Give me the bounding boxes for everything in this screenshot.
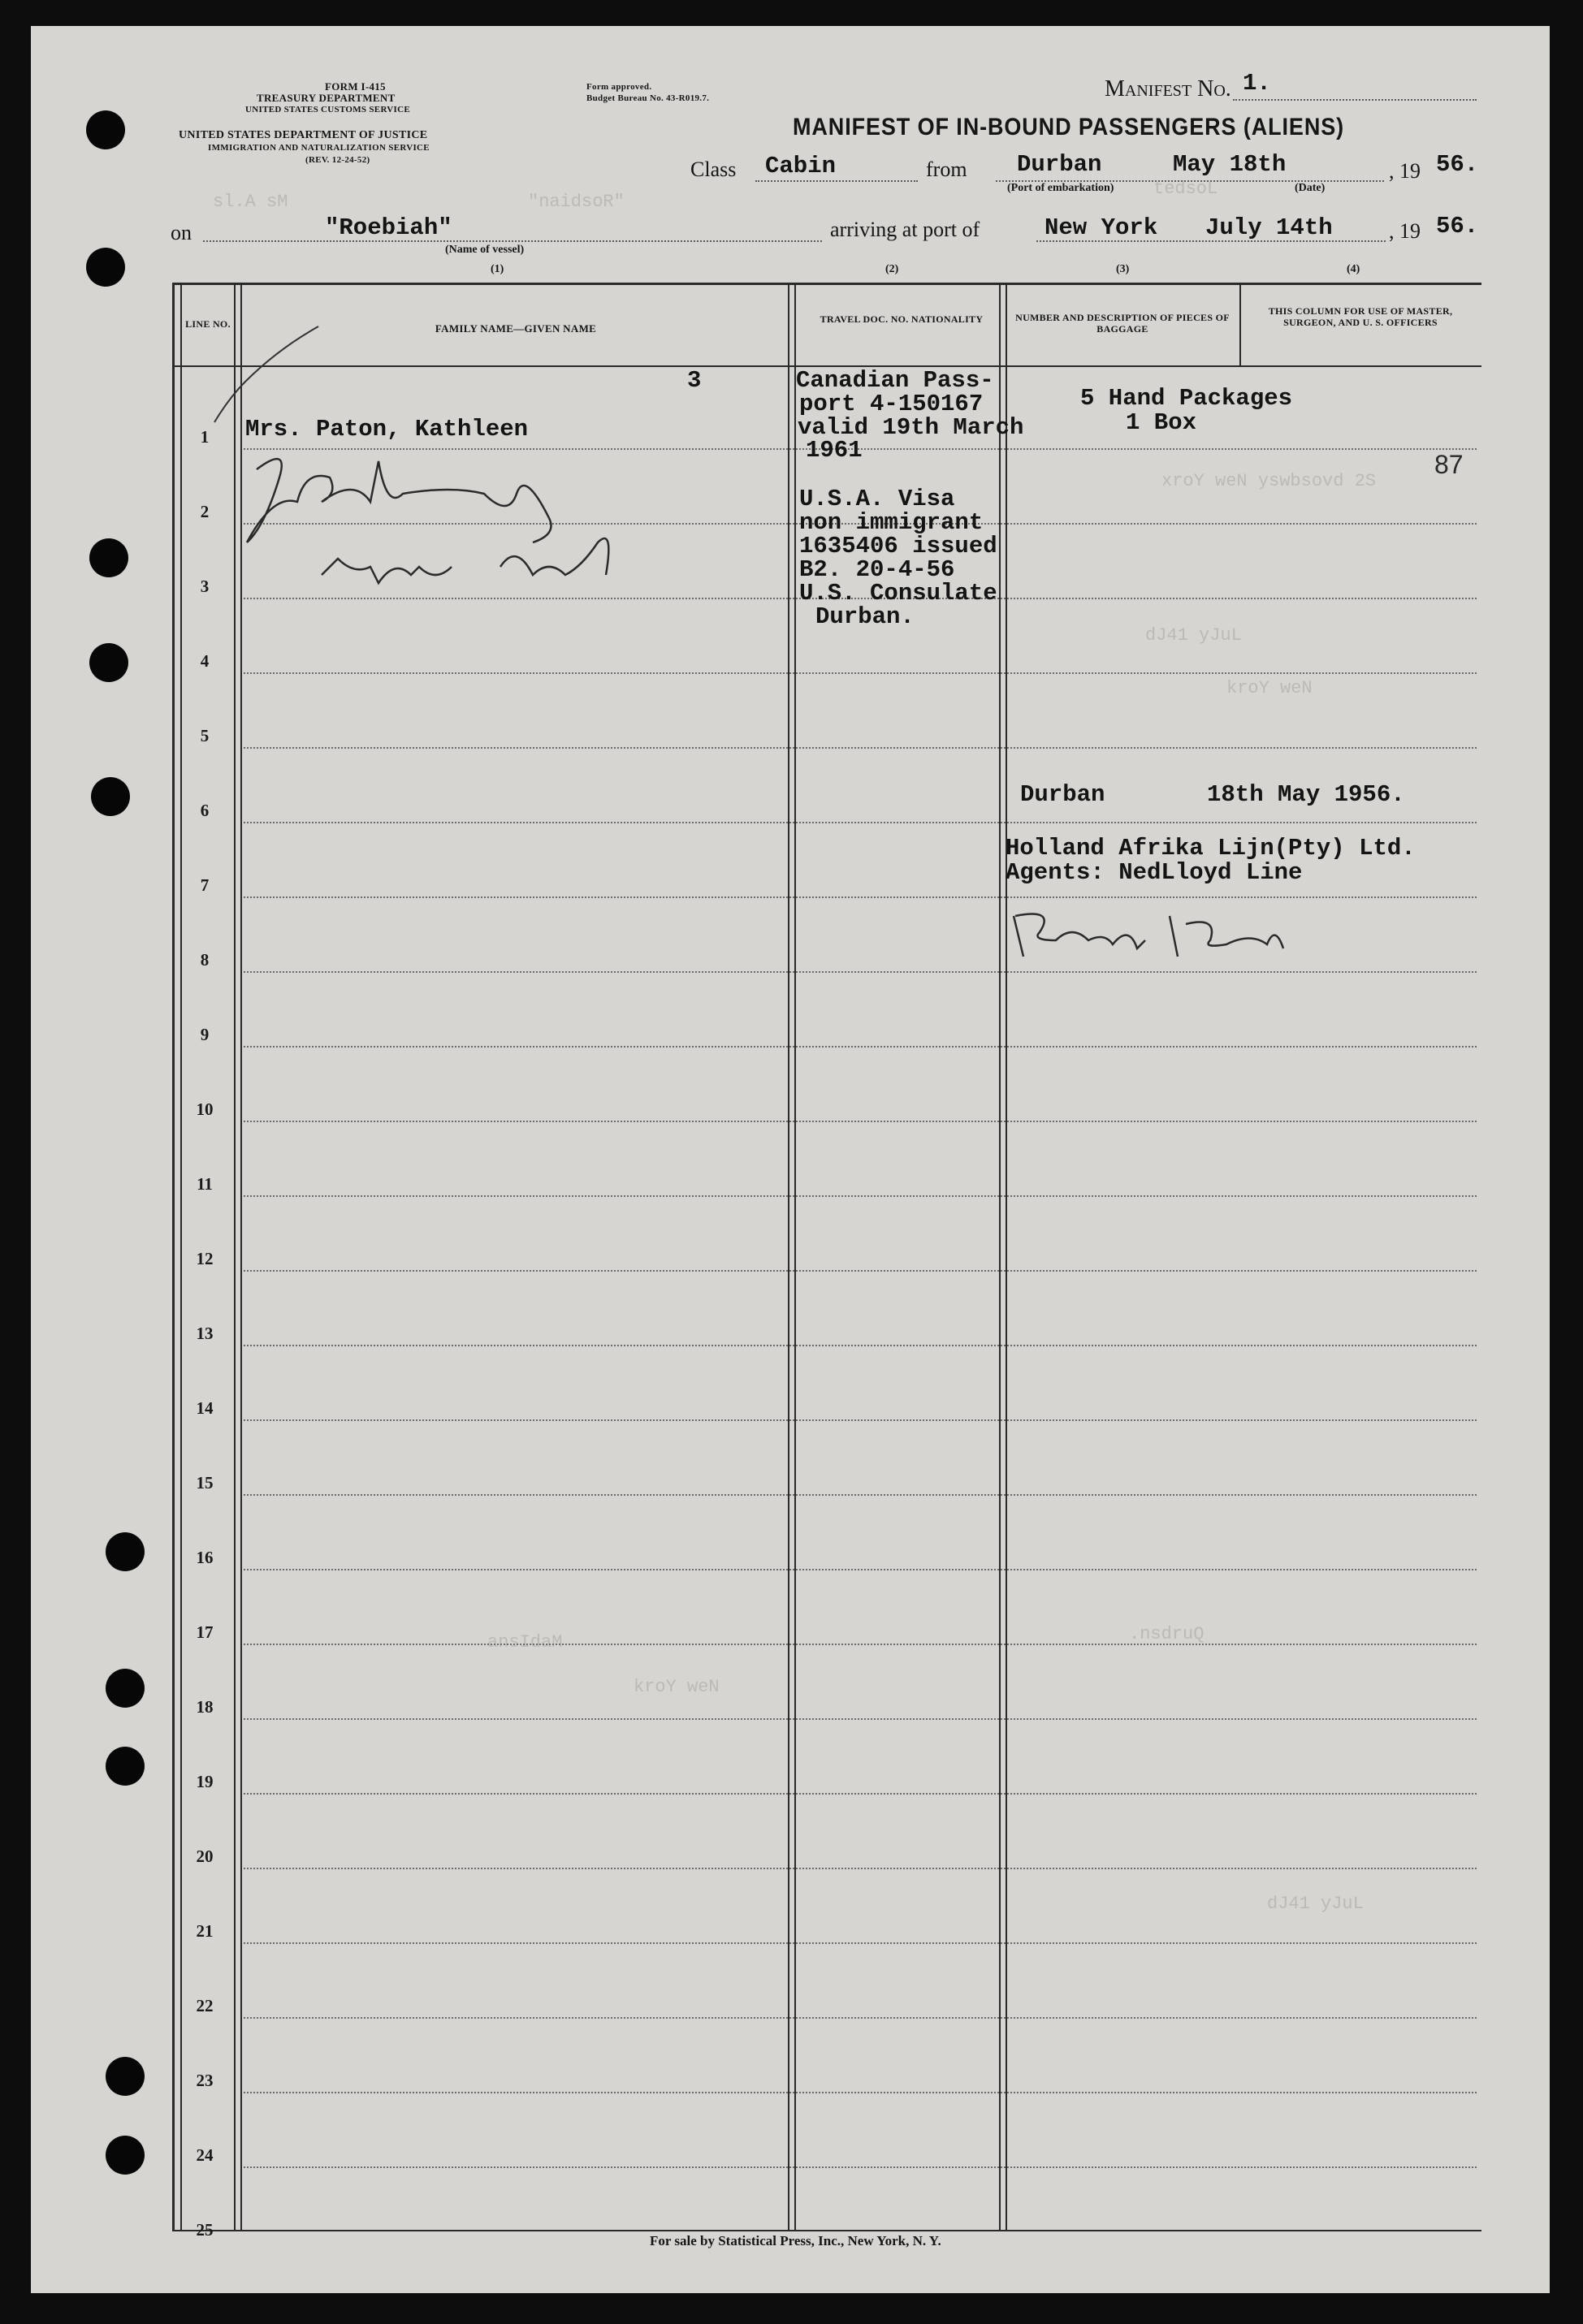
- line-number: 12: [196, 1249, 214, 1268]
- arrival-date: July 14th: [1205, 214, 1333, 241]
- row-divider: [244, 1046, 1477, 1048]
- treasury-department: TREASURY DEPARTMENT: [257, 92, 396, 104]
- header-name: FAMILY NAME—GIVEN NAME: [435, 322, 597, 335]
- checkmark: [213, 325, 327, 430]
- budget-bureau-number: Budget Bureau No. 43-R019.7.: [586, 93, 710, 103]
- column-number-1: (1): [491, 263, 504, 275]
- port-caption: (Port of embarkation): [1007, 182, 1114, 194]
- doc-line: 1635406 issued: [799, 533, 997, 559]
- header-officers: THIS COLUMN FOR USE OF MASTER, SURGEON, AND U. S. OFFICERS: [1268, 305, 1453, 328]
- row-divider: [244, 971, 1477, 973]
- row-divider: [244, 1644, 1477, 1645]
- punch-hole: [89, 538, 128, 577]
- row-divider: [244, 1195, 1477, 1197]
- doc-line: U.S.A. Visa: [799, 486, 955, 512]
- vessel-line: [203, 240, 822, 242]
- manifest-number-label: Manifest No.: [1105, 76, 1231, 102]
- line-number: 7: [200, 875, 210, 895]
- date-caption: (Date): [1295, 182, 1326, 194]
- bleed-through-text: kroY weN: [1226, 678, 1313, 698]
- punch-hole: [91, 777, 130, 816]
- port-of-embarkation: Durban: [1017, 151, 1102, 178]
- inspector-signature: [240, 445, 630, 599]
- bleed-through-text: dJ41 yJuL: [1145, 625, 1242, 646]
- agent-signature: [1007, 908, 1300, 965]
- baggage-line: 5 Hand Packages: [1080, 385, 1293, 412]
- line-no-divider: [234, 283, 236, 2230]
- year-suffix: 56.: [1436, 151, 1479, 178]
- line-number: 25: [196, 2220, 214, 2240]
- officer-note: 87: [1434, 450, 1464, 479]
- line-number: 18: [196, 1697, 214, 1717]
- punch-hole: [86, 110, 125, 149]
- printer-footer: For sale by Statistical Press, Inc., New York, N. Y.: [650, 2233, 941, 2248]
- bleed-through-text: ansIdaM: [487, 1632, 563, 1652]
- year-prefix: , 19: [1389, 159, 1421, 183]
- bleed-through-text: xroY weN yswbsovd 2S: [1161, 471, 1377, 491]
- column-number-4: (4): [1347, 263, 1360, 275]
- doc-line: non immigrant: [799, 509, 984, 536]
- row-divider: [244, 1793, 1477, 1795]
- customs-service: UNITED STATES CUSTOMS SERVICE: [245, 105, 411, 114]
- row-divider: [244, 1569, 1477, 1570]
- name-doc-divider-2: [794, 283, 796, 2230]
- line-number: 2: [200, 502, 210, 521]
- baggage-officers-divider: [1239, 283, 1241, 365]
- manifest-number-value: 1.: [1243, 70, 1271, 97]
- line-number: 24: [196, 2145, 214, 2165]
- doc-baggage-divider: [999, 283, 1001, 2230]
- column-number-3: (3): [1116, 263, 1130, 275]
- punch-hole: [106, 2057, 145, 2096]
- punch-hole: [106, 1669, 145, 1708]
- class-label: Class: [690, 158, 737, 181]
- passenger-name[interactable]: Mrs. Paton, Kathleen: [245, 416, 529, 443]
- form-number: FORM I-415: [325, 80, 386, 93]
- doc-line: valid 19th March: [798, 414, 1024, 441]
- row-divider: [244, 822, 1477, 823]
- arriving-label: arriving at port of: [830, 218, 980, 241]
- row-divider: [244, 1494, 1477, 1496]
- table-left-border: [172, 283, 175, 2230]
- vessel-caption: (Name of vessel): [445, 244, 525, 256]
- immigration-service: IMMIGRATION AND NATURALIZATION SERVICE: [208, 143, 430, 153]
- table-top-border: [172, 283, 1481, 285]
- line-number: 16: [196, 1548, 214, 1567]
- bleed-through-text: "naidsoR": [528, 192, 625, 212]
- line-number: 6: [200, 801, 210, 820]
- doc-line: port 4-150167: [799, 391, 984, 417]
- row-divider: [244, 1121, 1477, 1122]
- manifest-title: MANIFEST OF IN-BOUND PASSENGERS (ALIENS): [793, 114, 1345, 140]
- header-travel-doc: TRAVEL DOC. NO. NATIONALITY: [820, 313, 984, 325]
- manifest-number-line: [1233, 99, 1477, 101]
- arrival-year-prefix: , 19: [1389, 219, 1421, 243]
- line-number: 5: [200, 726, 210, 745]
- vessel-name: "Roebiah": [325, 214, 452, 241]
- line-number: 23: [196, 2071, 214, 2090]
- line-number: 1: [200, 427, 210, 447]
- doc-baggage-divider-2: [1006, 283, 1007, 2230]
- punch-hole: [106, 1532, 145, 1571]
- line-number: 10: [196, 1099, 214, 1119]
- class-value: Cabin: [765, 153, 837, 179]
- agent-place: Durban: [1020, 781, 1105, 808]
- line-number: 11: [197, 1174, 213, 1194]
- arrival-year-suffix: 56.: [1436, 213, 1479, 240]
- department-of-justice: UNITED STATES DEPARTMENT OF JUSTICE: [179, 129, 428, 141]
- doc-line: U.S. Consulate: [799, 580, 997, 607]
- punch-hole: [86, 248, 125, 287]
- bleed-through-text: sl.A sM: [213, 192, 288, 212]
- line-number: 22: [196, 1996, 214, 2015]
- doc-line: B2. 20-4-56: [799, 556, 955, 583]
- arrival-port: New York: [1045, 214, 1158, 241]
- row-divider: [244, 1270, 1477, 1272]
- on-label: on: [171, 221, 192, 244]
- row-divider: [244, 1868, 1477, 1869]
- row-divider: [244, 2092, 1477, 2093]
- bleed-through-text: .nsdruQ: [1129, 1624, 1205, 1644]
- line-number: 15: [196, 1473, 214, 1492]
- row-divider: [244, 2166, 1477, 2168]
- row-divider: [244, 672, 1477, 674]
- line-number: 20: [196, 1847, 214, 1866]
- doc-line: Durban.: [815, 603, 915, 630]
- header-line-no: LINE NO.: [185, 318, 231, 330]
- header-baggage: NUMBER AND DESCRIPTION OF PIECES OF BAGGAGE: [1015, 312, 1230, 335]
- doc-line: 1961: [806, 437, 863, 464]
- bleed-through-text: dJ41 yJuL: [1267, 1894, 1364, 1914]
- row-divider: [244, 896, 1477, 898]
- baggage-line: 1 Box: [1126, 409, 1197, 436]
- name-doc-divider: [788, 283, 789, 2230]
- line-number: 21: [196, 1921, 214, 1941]
- row-divider: [244, 1345, 1477, 1346]
- punch-hole: [89, 643, 128, 682]
- bleed-through-text: kroY weN: [634, 1677, 720, 1697]
- line-number: 8: [200, 950, 210, 970]
- from-label: from: [926, 158, 967, 181]
- punch-hole: [106, 2136, 145, 2175]
- row-divider: [244, 1942, 1477, 1944]
- column-number-2: (2): [885, 263, 899, 275]
- row-divider: [244, 2017, 1477, 2019]
- approval-note: Form approved.: [586, 82, 652, 92]
- row-divider: [244, 1718, 1477, 1720]
- line-number: 9: [200, 1025, 210, 1044]
- row-divider: [244, 747, 1477, 749]
- embarkation-date: May 18th: [1173, 151, 1287, 178]
- row-divider: [244, 1419, 1477, 1421]
- line-number: 17: [196, 1622, 214, 1642]
- arrival-line: [1036, 240, 1386, 242]
- punch-hole: [106, 1747, 145, 1786]
- agent-company: Holland Afrika Lijn(Pty) Ltd.: [1006, 835, 1416, 862]
- line-number: 14: [196, 1398, 214, 1418]
- stray-mark: 3: [687, 367, 702, 394]
- line-number: 13: [196, 1324, 214, 1343]
- revision-date: (REV. 12-24-52): [305, 155, 370, 165]
- agent-names: Agents: NedLloyd Line: [1006, 859, 1303, 886]
- line-number: 3: [200, 577, 210, 596]
- class-line: [755, 180, 918, 182]
- table-bottom-border: [172, 2230, 1481, 2231]
- agent-date: 18th May 1956.: [1207, 781, 1405, 808]
- line-number: 19: [196, 1772, 214, 1791]
- bleed-through-text: tedsoL: [1153, 179, 1218, 199]
- line-number: 4: [200, 651, 210, 671]
- doc-line: Canadian Pass-: [796, 367, 994, 394]
